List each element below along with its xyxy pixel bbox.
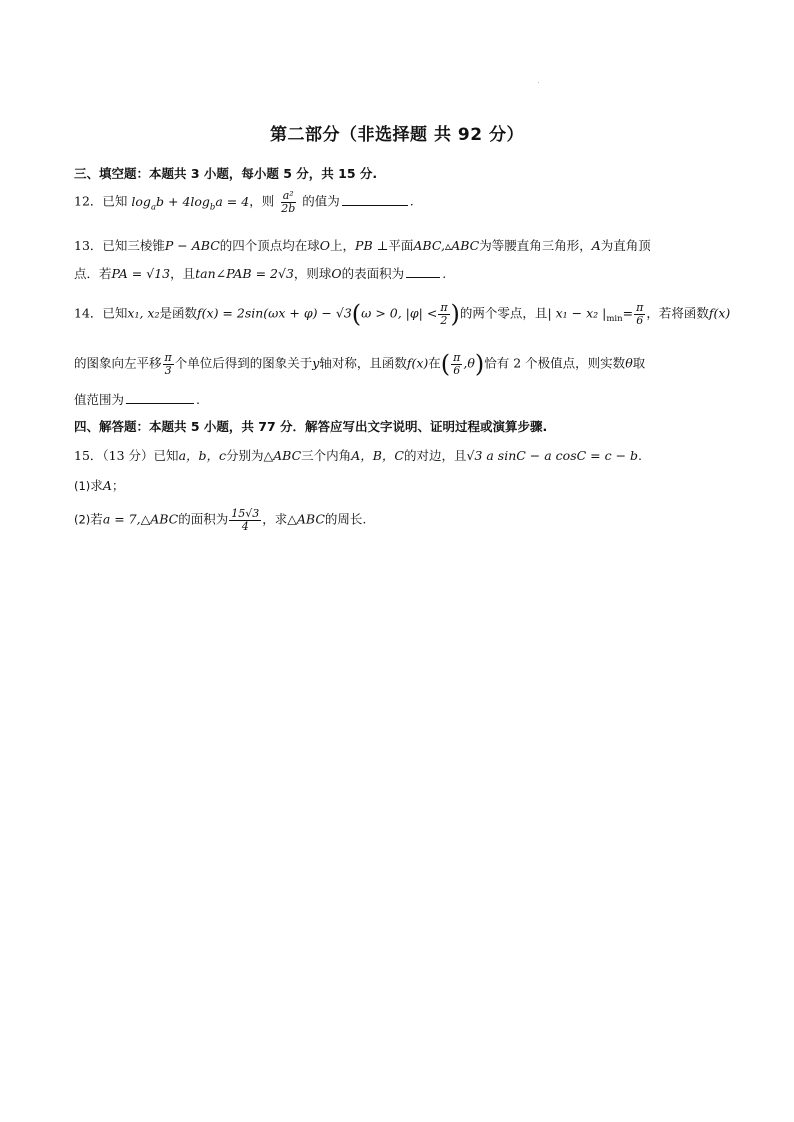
q14-interval-open: (: [440, 350, 451, 378]
q12-period: .: [409, 193, 414, 209]
q13-sphere-2: O: [331, 266, 342, 281]
q14-frac2-num: π: [636, 300, 644, 314]
q15-score: （13 分）: [102, 448, 154, 463]
q13-text-2a: 点．若: [74, 266, 112, 281]
q14-frac1-den: 2: [440, 313, 448, 327]
q13-pyramid: P − ABC: [164, 238, 220, 253]
q13-text-a: 已知三棱锥: [102, 238, 165, 253]
q15-part1-end: ；: [111, 478, 125, 493]
q12-log-expression: $\log_ab + 4\log_ba = 4$: [131, 193, 250, 213]
q15-number: 15．: [74, 448, 103, 463]
q14-frac-pi-3: [163, 352, 174, 376]
q14-theta-bound: ,θ: [463, 355, 475, 371]
q14-text-a: 已知: [102, 305, 128, 321]
section-four-heading: 四、解答题：本题共 5 小题，共 77 分．解答应写出文字说明、证明过程或演算步骤.: [74, 419, 548, 434]
q13-vertex: A: [591, 238, 601, 253]
q15-part2-triangle: △ABC: [287, 511, 325, 527]
q13-text-g: 平面: [388, 238, 414, 253]
q12-frac-num: a²: [282, 189, 294, 202]
q14-distance: | x₁ − x₂ |: [547, 305, 607, 321]
q12-text-3: 的值为: [302, 193, 340, 209]
q13-period: .: [442, 266, 447, 281]
q14-frac3-num: π: [164, 350, 172, 364]
q14-frac1-num: π: [440, 300, 448, 314]
q12-text-2: ，则: [249, 193, 275, 209]
q13-tan: tan∠PAB = 2√3: [195, 266, 294, 281]
q15-equation: √3 a sinC − a cosC = c − b: [466, 448, 639, 463]
q15-area-den: 4: [241, 519, 249, 533]
q14-period: .: [196, 392, 200, 407]
q15-part1-label: (1): [74, 479, 91, 493]
q15-text-c: 分别为: [226, 448, 264, 463]
q14-fx-2: f(x): [406, 355, 429, 371]
q13-text-e: 上，: [330, 238, 356, 253]
q14-text-2g: 恰有 2 个极值点，则实数: [484, 355, 626, 371]
question-14-line-2: [74, 350, 645, 378]
q15-sides: a，b，c: [178, 448, 227, 463]
q13-text-2c: ，且: [170, 266, 196, 281]
q14-interval-close: ): [474, 350, 485, 378]
q13-triangle: ABC,▵ABC: [413, 238, 480, 253]
q14-text-f: 的两个零点，且: [459, 305, 548, 321]
question-15: [74, 446, 642, 464]
scan-dot: [538, 82, 539, 83]
q14-text-2d: 轴对称，且函数: [319, 355, 407, 371]
q14-paren-close: ): [450, 300, 460, 328]
q15-angles: A，B，C: [351, 448, 404, 463]
q12-answer-blank[interactable]: [342, 204, 408, 206]
q14-frac-pi-6: [634, 302, 645, 326]
q12-frac-den: 2b: [281, 201, 296, 215]
q14-frac-interval: [451, 352, 462, 376]
q13-number: 13．: [74, 238, 103, 253]
q14-zeros: x₁, x₂: [127, 305, 160, 321]
q14-text-c: 是函数: [159, 305, 198, 321]
q14-text-h: ，若将函数: [646, 305, 709, 321]
q14-answer-blank[interactable]: [126, 402, 194, 404]
q15-area-fraction: [229, 508, 261, 532]
q14-fx: f(x): [708, 305, 731, 321]
q14-paren-open: (: [351, 300, 362, 328]
section-three-heading: 三、填空题：本题共 3 小题，每小题 5 分，共 15 分.: [74, 166, 378, 181]
q15-period: .: [638, 448, 643, 463]
q15-part2-given: a = 7,△ABC: [102, 511, 179, 527]
q13-text-2g: 的表面积为: [341, 266, 405, 281]
q14-frac4-den: 6: [453, 363, 461, 377]
q15-part1-text: 求: [90, 478, 103, 493]
q15-text-e: 三个内角: [301, 448, 352, 463]
question-13-line-2: [74, 264, 446, 282]
q14-frac-pi-2: [438, 302, 449, 326]
q13-text-i: 为等腰直角三角形，: [479, 238, 592, 253]
question-12: [74, 190, 414, 214]
page-title: 第二部分（非选择题 共 92 分）: [270, 125, 524, 145]
q14-text-2i: 取: [632, 355, 646, 371]
question-13-line-1: [74, 236, 651, 254]
q13-answer-blank[interactable]: [406, 276, 440, 278]
q14-min: min: [606, 314, 623, 324]
q13-perp: PB ⊥: [355, 238, 389, 253]
q15-part2-text-c: 的面积为: [178, 511, 229, 527]
question-14-line-3: [74, 390, 200, 408]
q14-y-axis: y: [312, 355, 320, 371]
q14-text-2a: 的图象向左平移: [74, 355, 162, 371]
q14-function: f(x) = 2sin(ωx + φ) − √3: [197, 305, 352, 321]
q12-number: 12．: [74, 193, 103, 209]
question-15-part-1: [74, 476, 124, 494]
q12-fraction: [279, 190, 297, 214]
q13-text-k: 为直角顶: [600, 238, 651, 253]
q14-condition: ω > 0, |φ| <: [361, 305, 438, 321]
q14-frac2-den: 6: [636, 313, 644, 327]
q14-number: 14．: [74, 305, 103, 321]
question-14-line-1: [74, 300, 730, 328]
q14-eq: =: [622, 305, 634, 321]
q15-text-a: 已知: [153, 448, 179, 463]
question-15-part-2: [74, 508, 366, 532]
q13-text-c: 的四个顶点均在球: [219, 238, 320, 253]
q15-part2-text-a: 若: [90, 511, 103, 527]
q14-text-2f: 在: [428, 355, 441, 371]
q15-part2-label: (2): [74, 512, 91, 527]
q15-part2-text-d: ，求: [262, 511, 288, 527]
q14-frac3-den: 3: [164, 363, 172, 377]
q15-text-g: 的对边，且: [403, 448, 467, 463]
q15-part2-text-f: 的周长.: [324, 511, 367, 527]
q13-sphere: O: [319, 238, 331, 253]
q14-text-3a: 值范围为: [74, 392, 125, 407]
q14-text-2b: 个单位后得到的图象关于: [174, 355, 313, 371]
q13-pa: PA = √13: [111, 266, 171, 281]
q15-area-num: 15√3: [231, 507, 260, 520]
q13-text-2e: ，则球: [293, 266, 332, 281]
q15-triangle: △ABC: [263, 448, 302, 463]
q14-frac4-num: π: [453, 350, 461, 364]
q14-theta: θ: [625, 355, 633, 371]
q12-text-1: 已知: [102, 193, 128, 209]
q15-part1-var: A: [102, 478, 112, 493]
